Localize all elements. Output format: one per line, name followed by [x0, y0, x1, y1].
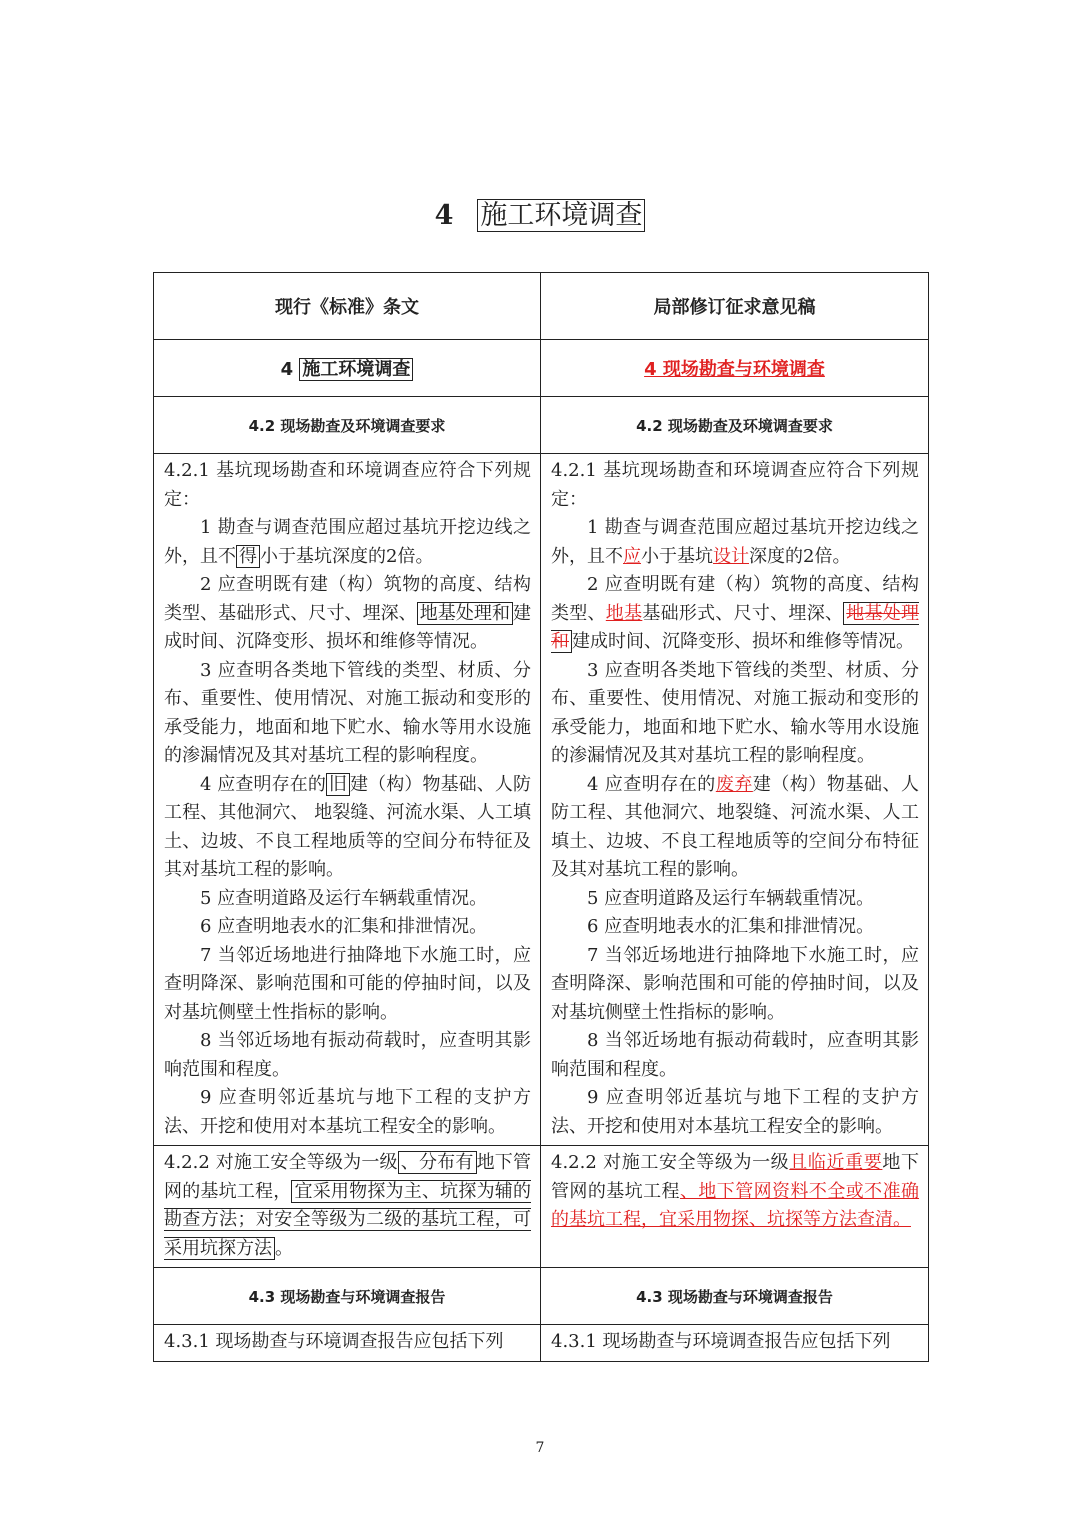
- item-7: 7 当邻近场地进行抽降地下水施工时，应查明降深、影响范围和可能的停抽时间，以及对基坑侧壁土性指标的影响。: [551, 944, 919, 1023]
- chapter-right-title: 4 现场勘查与环境调查: [644, 359, 825, 380]
- chapter-title: 施工环境调查: [477, 199, 645, 232]
- page-title: [0, 196, 1080, 236]
- section-4-3-row: [154, 1268, 929, 1325]
- page-number: 7: [535, 1440, 545, 1456]
- item-6: 6 应查明地表水的汇集和排泄情况。: [587, 916, 875, 937]
- item-5: 5 应查明道路及运行车辆载重情况。: [587, 887, 875, 909]
- clause-intro: 4.2.1 基坑现场勘查和环境调查应符合下列规定：: [551, 460, 919, 510]
- chapter-right: [541, 340, 929, 397]
- item-9: 9 应查明邻近基坑与地下工程的支护方法、开挖和使用对本基坑工程安全的影响。: [164, 1087, 531, 1137]
- clause-text: 4.2.2 对施工安全等级为一级 、分布有 地下管网的基坑工程， 宜采用物探为主、坑探为辅的勘查方法；对安全等级为二级的基坑工程，可采用坑探方法 。: [164, 1152, 532, 1259]
- item-4: 4 应查明存在的废弃建（构）物基础、人防工程、其他洞穴、地裂缝、河流水渠、人工填土、边坡、不良工程地质等的空间分布特征及其对基坑工程的影响。: [551, 773, 920, 880]
- chapter-number: 4: [434, 200, 454, 231]
- clause-4-2-1-left: [154, 454, 541, 1146]
- clause-4-3-1-right: 4.3.1 现场勘查与环境调查报告应包括下列: [541, 1325, 929, 1362]
- clause-4-2-1-right: [541, 454, 929, 1146]
- clause-4-3-1-row: [154, 1325, 929, 1362]
- section-4-2-row: [154, 397, 929, 454]
- item-3: 3 应查明各类地下管线的类型、材质、分布、重要性、使用情况、对施工振动和变形的承受能力，地面和地下贮水、输水等用水设施的渗漏情况及其对基坑工程的影响程度。: [164, 659, 531, 766]
- item-1: 1 勘查与调查范围应超过基坑开挖边线之外，且不应小于基坑设计深度的2倍。: [551, 517, 919, 567]
- clause-text: 4.2.2 对施工安全等级为一级且临近重要地下管网的基坑工程、地下管网资料不全或不准确的基坑工程，宜采用物探、坑探等方法查清。: [551, 1152, 920, 1230]
- clause-4-2-1-row: [154, 454, 929, 1146]
- clause-4-2-2-row: [154, 1146, 929, 1268]
- comparison-table: [153, 272, 929, 1362]
- chapter-left: [154, 340, 541, 397]
- item-8: 8 当邻近场地有振动荷载时，应查明其影响范围和程度。: [551, 1030, 919, 1080]
- item-7: 7 当邻近场地进行抽降地下水施工时，应查明降深、影响范围和可能的停抽时间，以及对基坑侧壁土性指标的影响。: [164, 944, 531, 1023]
- item-2: 2 应查明既有建（构）筑物的高度、结构类型、基础形式、尺寸、埋深、 地基处理和 建成时间、沉降变形、损坏和维修等情况。: [164, 574, 532, 652]
- header-current-standard: 现行《标准》条文: [154, 273, 541, 340]
- item-9: 9 应查明邻近基坑与地下工程的支护方法、开挖和使用对本基坑工程安全的影响。: [551, 1087, 919, 1137]
- item-8: 8 当邻近场地有振动荷载时，应查明其影响范围和程度。: [164, 1030, 531, 1080]
- clause-4-2-2-left: [154, 1146, 541, 1268]
- header-row: [154, 273, 929, 340]
- clause-4-2-2-right: [541, 1146, 929, 1268]
- chapter-left-title: 施工环境调查: [299, 358, 413, 381]
- header-revision-draft: 局部修订征求意见稿: [541, 273, 929, 340]
- item-6: 6 应查明地表水的汇集和排泄情况。: [200, 916, 488, 937]
- chapter-row: [154, 340, 929, 397]
- section-4-3-right: 4.3 现场勘查与环境调查报告: [541, 1268, 929, 1325]
- item-2: 2 应查明既有建（构）筑物的高度、结构类型、地基基础形式、尺寸、埋深、 地基处理和 建成时间、沉降变形、损坏和维修等情况。: [551, 574, 920, 652]
- item-3: 3 应查明各类地下管线的类型、材质、分布、重要性、使用情况、对施工振动和变形的承受能力，地面和地下贮水、输水等用水设施的渗漏情况及其对基坑工程的影响程度。: [551, 659, 919, 766]
- section-4-2-left: 4.2 现场勘查及环境调查要求: [154, 397, 541, 454]
- clause-4-3-1-left: 4.3.1 现场勘查与环境调查报告应包括下列: [154, 1325, 541, 1362]
- section-4-2-right: 4.2 现场勘查及环境调查要求: [541, 397, 929, 454]
- chapter-left-number: 4: [280, 359, 294, 380]
- item-4: 4 应查明存在的 旧 建（构）物基础、人防工程、其他洞穴、 地裂缝、河流水渠、人工填土、边坡、不良工程地质等的空间分布特征及其对基坑工程的影响。: [164, 773, 531, 880]
- item-1: 1 勘查与调查范围应超过基坑开挖边线之外，且不 得 小于基坑深度的2倍。: [164, 517, 531, 567]
- clause-intro: 4.2.1 基坑现场勘查和环境调查应符合下列规定：: [164, 460, 531, 510]
- item-5: 5 应查明道路及运行车辆载重情况。: [200, 887, 488, 909]
- section-4-3-left: 4.3 现场勘查与环境调查报告: [154, 1268, 541, 1325]
